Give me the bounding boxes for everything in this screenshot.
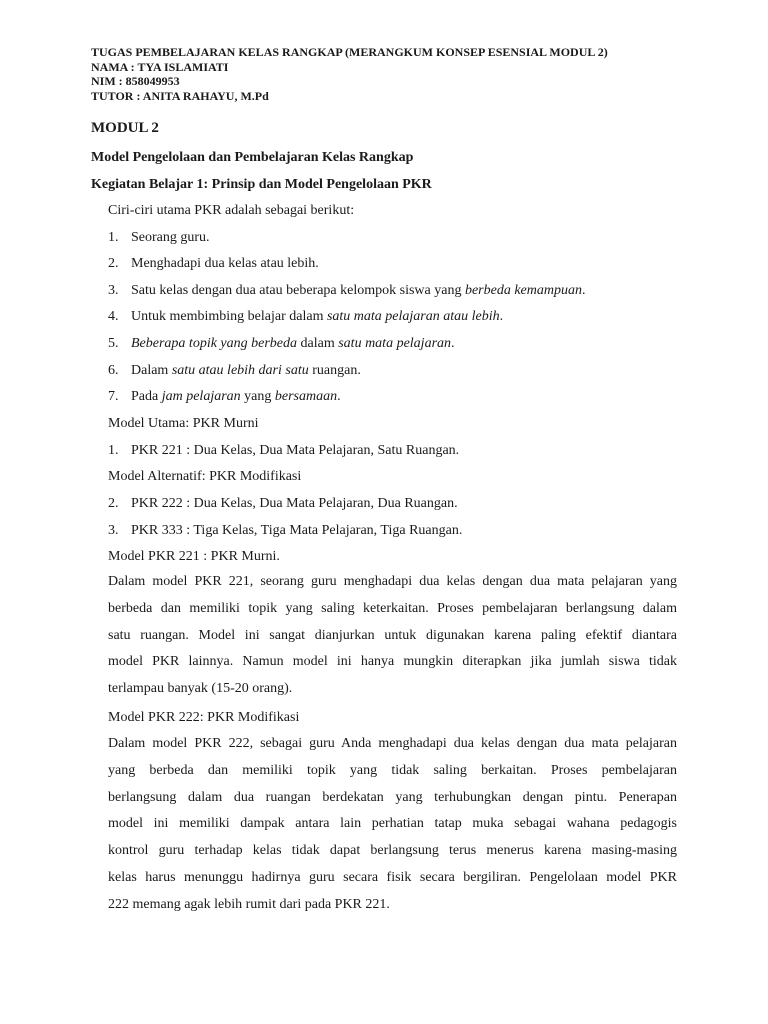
- list-number: 3.: [108, 523, 119, 538]
- modul-title: MODUL 2: [91, 120, 159, 136]
- model-utama-label: Model Utama: PKR Murni: [108, 416, 259, 431]
- list-item: [108, 389, 341, 405]
- paragraph-line: kelas harus menunggu hadirnya guru secara fisik secara bergiliran. Pengelolaan model PKR: [108, 869, 677, 885]
- paragraph-line: Dalam model PKR 221, seorang guru menghadapi dua kelas dengan dua mata pelajaran yang: [108, 574, 677, 589]
- paragraph-line: model PKR lainnya. Namun model ini hanya mungkin diterapkan jika jumlah siswa tidak: [108, 654, 677, 670]
- list-number: 1.: [108, 230, 119, 245]
- list-text: Pada: [131, 389, 162, 404]
- paragraph-line: 222 memang agak lebih rumit dari pada PKR 221.: [108, 896, 390, 912]
- list-emphasis: berbeda kemampuan: [464, 283, 582, 298]
- list-item: [108, 283, 585, 299]
- paragraph-line: satu ruangan. Model ini sangat dianjurkan untuk digunakan karena paling efektif diantara: [108, 627, 677, 643]
- list-item: [108, 523, 462, 539]
- pkr221-heading: Model PKR 221 : PKR Murni.: [108, 549, 280, 564]
- list-text: Untuk membimbing belajar dalam: [131, 309, 327, 324]
- list-emphasis: Beberapa topik yang berbeda: [131, 336, 298, 351]
- list-item: [108, 443, 459, 459]
- pkr222-heading: Model PKR 222: PKR Modifikasi: [108, 710, 300, 725]
- tutor-name: TUTOR : ANITA RAHAYU, M.Pd: [91, 88, 269, 103]
- list-number: 3.: [108, 283, 119, 298]
- list-period: .: [499, 309, 504, 324]
- paragraph-line: berbeda dan memiliki topik yang saling keterkaitan. Proses pembelajaran berlangsung dalam: [108, 600, 677, 616]
- list-emphasis: satu atau lebih dari satu: [171, 363, 309, 378]
- list-text: PKR 222 : Dua Kelas, Dua Mata Pelajaran, Dua Ruangan.: [131, 496, 458, 511]
- list-number: 2.: [108, 256, 119, 271]
- pkr221-paragraph: [108, 569, 677, 703]
- list-text: Seorang guru.: [131, 230, 210, 245]
- kegiatan-title: Kegiatan Belajar 1: Prinsip dan Model Pengelolaan PKR: [91, 177, 432, 192]
- list-text: PKR 333 : Tiga Kelas, Tiga Mata Pelajaran, Tiga Ruangan.: [131, 523, 463, 538]
- paragraph-line: berlangsung dalam dua ruangan berdekatan yang terhubungkan dengan pintu. Penerapan: [108, 789, 677, 805]
- ciri-intro: Ciri-ciri utama PKR adalah sebagai berikut:: [108, 203, 355, 218]
- list-number: 5.: [108, 336, 119, 351]
- list-text: Satu kelas dengan dua atau beberapa kelompok siswa yang: [131, 283, 465, 298]
- list-item: [108, 363, 361, 379]
- student-name: NAMA : TYA ISLAMIATI: [91, 59, 229, 74]
- list-item: [108, 496, 458, 512]
- list-item: [108, 256, 319, 272]
- paragraph-line: Dalam model PKR 222, sebagai guru Anda menghadapi dua kelas dengan dua mata pelajaran: [108, 736, 677, 751]
- list-text: PKR 221 : Dua Kelas, Dua Mata Pelajaran, Satu Ruangan.: [131, 443, 460, 458]
- assignment-title: TUGAS PEMBELAJARAN KELAS RANGKAP (MERANGKUM KONSEP ESENSIAL MODUL 2): [91, 45, 608, 59]
- list-text: Dalam: [131, 363, 172, 378]
- list-number: 1.: [108, 443, 119, 458]
- list-emphasis: jam pelajaran: [161, 389, 241, 404]
- list-text: Menghadapi dua kelas atau lebih.: [131, 256, 319, 271]
- paragraph-line: terlampau banyak (15-20 orang).: [108, 681, 293, 697]
- pkr222-paragraph: [108, 731, 677, 919]
- list-text: yang: [240, 389, 275, 404]
- list-number: 2.: [108, 496, 119, 511]
- list-period: .: [337, 389, 341, 404]
- list-number: 4.: [108, 309, 119, 324]
- student-nim: NIM : 858049953: [91, 74, 180, 88]
- list-emphasis: satu mata pelajaran: [338, 336, 452, 351]
- list-period: .: [451, 336, 455, 351]
- list-item: [108, 309, 503, 325]
- list-item: [108, 336, 455, 352]
- list-number: 6.: [108, 363, 119, 378]
- list-period: .: [581, 283, 586, 298]
- list-emphasis: bersamaan: [274, 389, 338, 404]
- paragraph-line: model ini memiliki dampak antara lain perhatian tatap muka sebagai wahana pedagogis: [108, 816, 677, 832]
- list-emphasis: satu mata pelajaran atau lebih: [326, 309, 500, 324]
- list-text: dalam: [297, 336, 339, 351]
- list-number: 7.: [108, 389, 119, 404]
- paragraph-line: kontrol guru terhadap kelas tidak dapat berlangsung terus menerus karena masing-masing: [108, 843, 677, 859]
- list-item: [108, 230, 210, 246]
- document-header: [91, 45, 608, 103]
- paragraph-line: yang berbeda dan memiliki topik yang tidak saling berkaitan. Proses pembelajaran: [108, 762, 677, 778]
- module-subtitle: Model Pengelolaan dan Pembelajaran Kelas Rangkap: [91, 150, 414, 165]
- model-alternatif-label: Model Alternatif: PKR Modifikasi: [108, 469, 302, 484]
- list-text: ruangan.: [308, 363, 361, 378]
